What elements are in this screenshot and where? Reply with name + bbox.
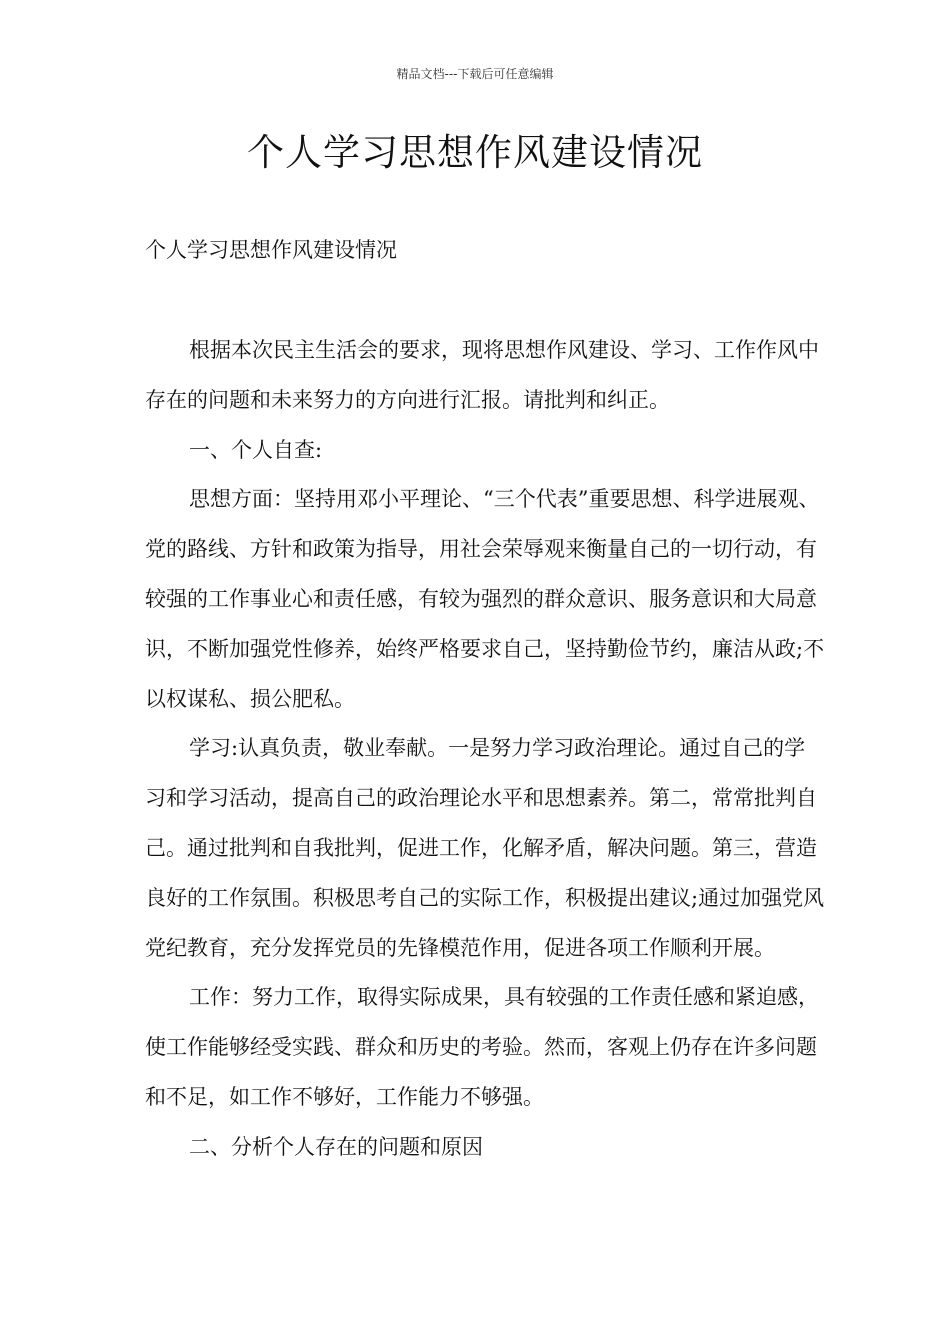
document-body — [145, 326, 825, 1173]
paragraph-work: 工作：努力工作，取得实际成果，具有较强的工作责任感和紧迫感，使工作能够经受实践、群众和历史的考验。然而，客观上仍存在许多问题和不足，如工作不够好，工作能力不够强。 — [145, 985, 819, 1109]
section-heading-self-check: 一、个人自查: — [189, 437, 323, 462]
paragraph-intro: 根据本次民主生活会的要求，现将思想作风建设、学习、工作作风中存在的问题和未来努力的方向进行汇报。请批判和纠正。 — [145, 338, 819, 412]
section-heading-analysis: 二、分析个人存在的问题和原因 — [189, 1134, 483, 1159]
document-subtitle: 个人学习思想作风建设情况 — [145, 238, 397, 262]
paragraph-thought: 思想方面：坚持用邓小平理论、“三个代表”重要思想、科学进展观、党的路线、方针和政策为指导，用社会荣辱观来衡量自己的一切行动，有较强的工作事业心和责任感，有较为强烈的群众意识、服务意识和大局意识，不断加强党性修养，始终严格要求自己，坚持勤俭节约，廉洁从政;不以权谋私、损公肥私。 — [145, 487, 825, 711]
document-title: 个人学习思想作风建设情况 — [247, 131, 703, 174]
header-note: 精品文档---下载后可任意编辑 — [396, 67, 554, 81]
paragraph-study: 学习:认真负责，敬业奉献。一是努力学习政治理论。通过自己的学习和学习活动，提高自己的政治理论水平和思想素养。第二，常常批判自己。通过批判和自我批判，促进工作，化解矛盾，解决问题。第三，营造良好的工作氛围。积极思考自己的实际工作，积极提出建议;通过加强党风党纪教育，充分发挥党员的先锋模范作用，促进各项工作顺利开展。 — [145, 736, 825, 960]
